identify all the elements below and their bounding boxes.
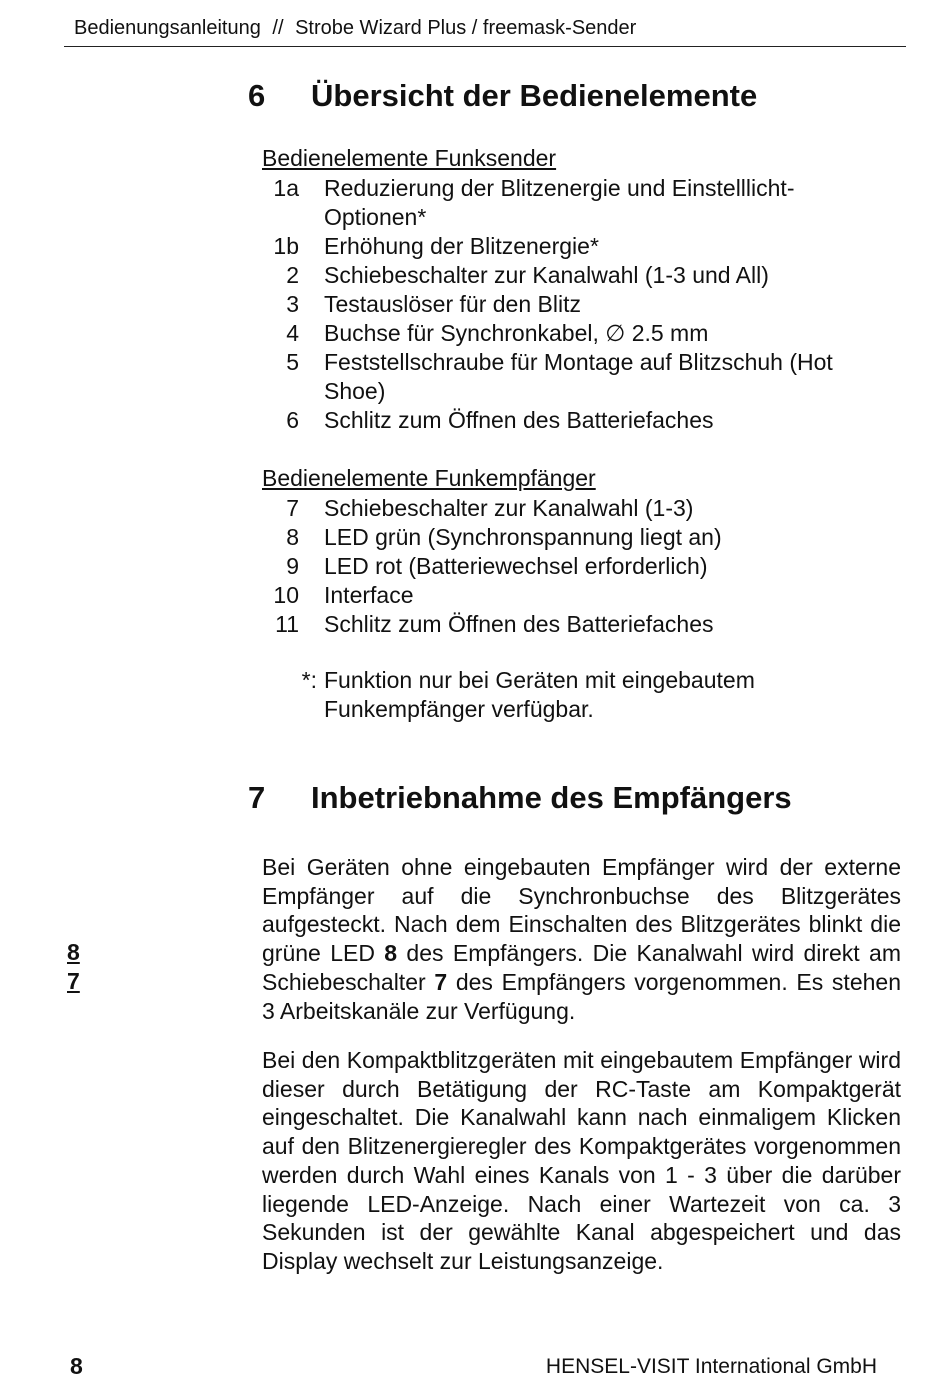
list-item: 10 Interface (273, 582, 414, 608)
transmitter-controls-title: Bedienelemente Funksender (262, 145, 557, 171)
list-item: 1b Erhöhung der Blitzenergie* (273, 233, 599, 259)
paragraph-external-receiver: Bei Geräten ohne eingebauten Empfänger wird der externe Empfänger auf die Synchronbuchse des Blitzgerätes aufgesteckt. Nach dem Einschalten des Blitzgerätes blinkt die grüne LED 8 des Empfängers. Die Kanalwahl wird direkt am Schiebeschalter 7 des Empfängers vorgenommen. Es stehen 3 Arbeitskanäle zur Verfügung. (262, 854, 901, 1024)
page-number: 8 (70, 1353, 83, 1379)
header-product-label: Strobe Wizard Plus / freemask-Sender (295, 17, 637, 39)
list-item: 3 Testauslöser für den Blitz (286, 291, 581, 317)
transmitter-controls-list (262, 174, 862, 435)
footnote (262, 666, 862, 724)
margin-ref-led: 8 (67, 939, 80, 965)
reference-numeral: 8 (384, 940, 398, 967)
list-item: 11 Schlitz zum Öffnen des Batteriefaches (275, 611, 714, 637)
section-6-title: Übersicht der Bedienelemente (311, 78, 758, 113)
reference-numeral: 7 (434, 968, 448, 995)
list-item: 8 LED grün (Synchronspannung liegt an) (286, 524, 722, 550)
list-item: 2 Schiebeschalter zur Kanalwahl (1-3 und All) (286, 262, 769, 288)
section-7-number: 7 (248, 780, 266, 815)
company-name: HENSEL-VISIT International GmbH (545, 1355, 877, 1378)
list-item: 1a Reduzierung der Blitzenergie und Einstelllicht-Optionen* (273, 175, 795, 230)
receiver-controls-list (262, 494, 862, 639)
section-7-heading (248, 780, 792, 816)
list-item: 6 Schlitz zum Öffnen des Batteriefaches (286, 407, 714, 433)
list-item: 5 Feststellschraube für Montage auf Blitzschuh (Hot Shoe) (286, 349, 833, 404)
page-header (64, 14, 906, 47)
header-manual-label: Bedienungsanleitung (74, 17, 261, 39)
section-7-title: Inbetriebnahme des Empfängers (311, 780, 792, 815)
list-item: 4 Buchse für Synchronkabel, ∅ 2.5 mm (286, 320, 709, 346)
margin-ref-switch: 7 (67, 968, 80, 994)
paragraph-built-in-receiver: Bei den Kompaktblitzgeräten mit eingebautem Empfänger wird dieser durch Betätigung der RC-Taste am Kompaktgerät eingeschaltet. Die Kanalwahl kann nach einmaligem Klicken auf den Blitzenergieregler des Kompaktgerätes vorgenommen werden durch Wahl eines Kanals von 1 - 3 über die darüber liegende LED-Anzeige. Nach einer Wartezeit von ca. 3 Sekunden ist der gewählte Kanal abgespeichert und das Display wechselt zur Leistungsanzeige. (262, 1047, 901, 1274)
section-6-number: 6 (248, 78, 266, 113)
section-6-heading (248, 78, 757, 114)
footnote-mark: *: (301, 667, 317, 693)
list-item: 9 LED rot (Batteriewechsel erforderlich) (286, 553, 708, 579)
receiver-controls-title: Bedienelemente Funkempfänger (262, 465, 596, 491)
list-item: 7 Schiebeschalter zur Kanalwahl (1-3) (286, 495, 694, 521)
footnote-text: Funktion nur bei Geräten mit eingebautem Funkempfänger verfügbar. (324, 667, 755, 722)
header-separator: // (272, 17, 284, 39)
